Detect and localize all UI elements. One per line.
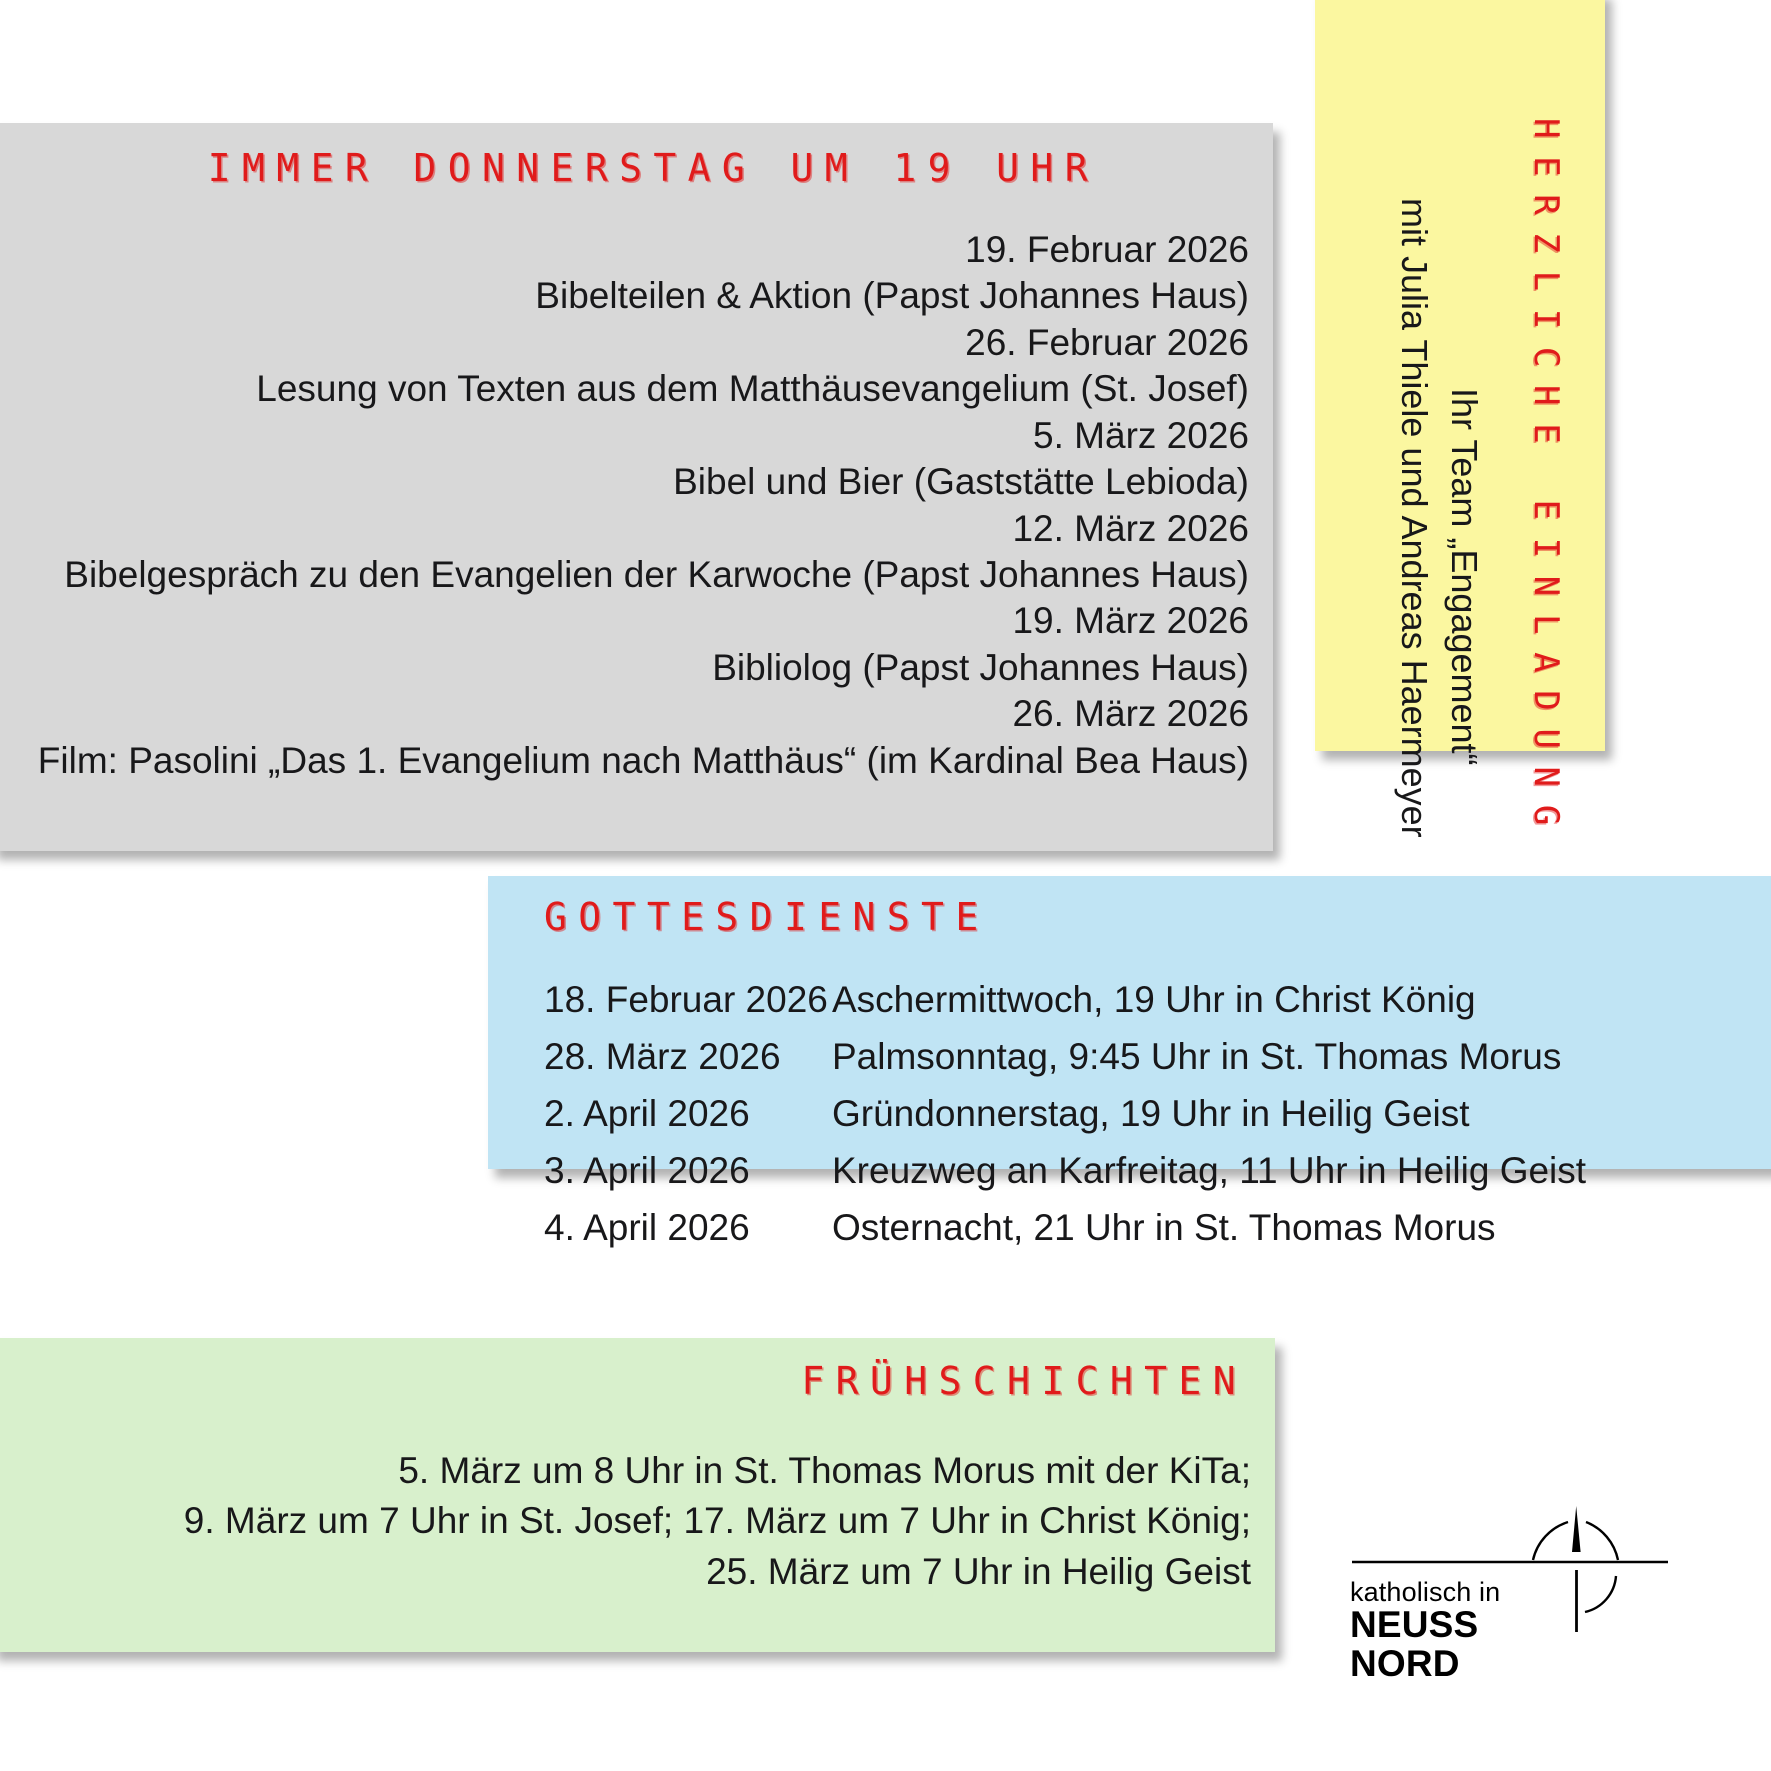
earlyshift-list bbox=[10, 1446, 1251, 1597]
weekly-program-list bbox=[10, 227, 1249, 784]
service-date: 28. März 2026 bbox=[544, 1036, 781, 1078]
table-row bbox=[518, 1090, 1586, 1147]
logo-line-2: NEUSS NORD bbox=[1350, 1604, 1479, 1685]
weekly-program-panel bbox=[0, 123, 1273, 851]
logo bbox=[1350, 1500, 1670, 1685]
service-date: 2. April 2026 bbox=[544, 1093, 750, 1135]
services-table bbox=[518, 976, 1586, 1261]
table-row bbox=[518, 1033, 1586, 1090]
service-detail: Palmsonntag, 9:45 Uhr in St. Thomas Morus bbox=[832, 1036, 1562, 1078]
service-detail: Osternacht, 21 Uhr in St. Thomas Morus bbox=[832, 1207, 1496, 1249]
service-date: 4. April 2026 bbox=[544, 1207, 750, 1249]
weekly-program-title: IMMER DONNERSTAG UM 19 UHR bbox=[207, 146, 1099, 190]
list-item: 12. März 2026 bbox=[1012, 507, 1249, 549]
list-item: 26. Februar 2026 bbox=[965, 321, 1249, 363]
earlyshift-panel bbox=[0, 1338, 1275, 1652]
logo-text bbox=[1350, 1578, 1565, 1684]
list-item: Lesung von Texten aus dem Matthäusevangelium (St. Josef) bbox=[256, 368, 1249, 410]
list-item: 26. März 2026 bbox=[1012, 693, 1249, 735]
table-row bbox=[518, 1204, 1586, 1261]
service-detail: Gründonnerstag, 19 Uhr in Heilig Geist bbox=[832, 1093, 1470, 1135]
list-item: 19. März 2026 bbox=[1012, 600, 1249, 642]
invitation-team: Ihr Team „Engagement“ bbox=[1444, 388, 1485, 766]
service-date: 18. Februar 2026 bbox=[544, 979, 828, 1020]
list-item: 9. März um 7 Uhr in St. Josef; 17. März um 7 Uhr in Christ König; bbox=[183, 1500, 1251, 1542]
list-item: 5. März um 8 Uhr in St. Thomas Morus mit der KiTa; bbox=[398, 1450, 1251, 1491]
list-item: 19. Februar 2026 bbox=[965, 229, 1249, 270]
list-item: Bibel und Bier (Gaststätte Lebioda) bbox=[673, 461, 1249, 503]
list-item: Bibelteilen & Aktion (Papst Johannes Haus) bbox=[535, 275, 1249, 317]
list-item: Bibelgespräch zu den Evangelien der Karwoche (Papst Johannes Haus) bbox=[64, 553, 1249, 595]
list-item: 25. März um 7 Uhr in Heilig Geist bbox=[706, 1550, 1251, 1592]
service-detail: Aschermittwoch, 19 Uhr in Christ König bbox=[832, 979, 1476, 1020]
services-title: GOTTESDIENSTE bbox=[544, 895, 990, 939]
service-date: 3. April 2026 bbox=[544, 1150, 750, 1192]
list-item: 5. März 2026 bbox=[1033, 414, 1249, 456]
invitation-panel bbox=[1315, 0, 1605, 843]
earlyshift-title: FRÜHSCHICHTEN bbox=[801, 1359, 1247, 1403]
table-row bbox=[518, 976, 1586, 1033]
table-row bbox=[518, 1147, 1586, 1204]
services-panel bbox=[488, 876, 1771, 1249]
service-detail: Kreuzweg an Karfreitag, 11 Uhr in Heilig Geist bbox=[832, 1150, 1587, 1192]
logo-line-1: katholisch in bbox=[1350, 1577, 1501, 1607]
invitation-title: HERZLICHE EINLADUNG bbox=[1526, 118, 1566, 843]
list-item: Film: Pasolini „Das 1. Evangelium nach Matthäus“ (im Kardinal Bea Haus) bbox=[37, 739, 1249, 781]
invitation-people: mit Julia Thiele und Andreas Haermeyer bbox=[1394, 198, 1435, 838]
list-item: Bibliolog (Papst Johannes Haus) bbox=[712, 646, 1249, 688]
